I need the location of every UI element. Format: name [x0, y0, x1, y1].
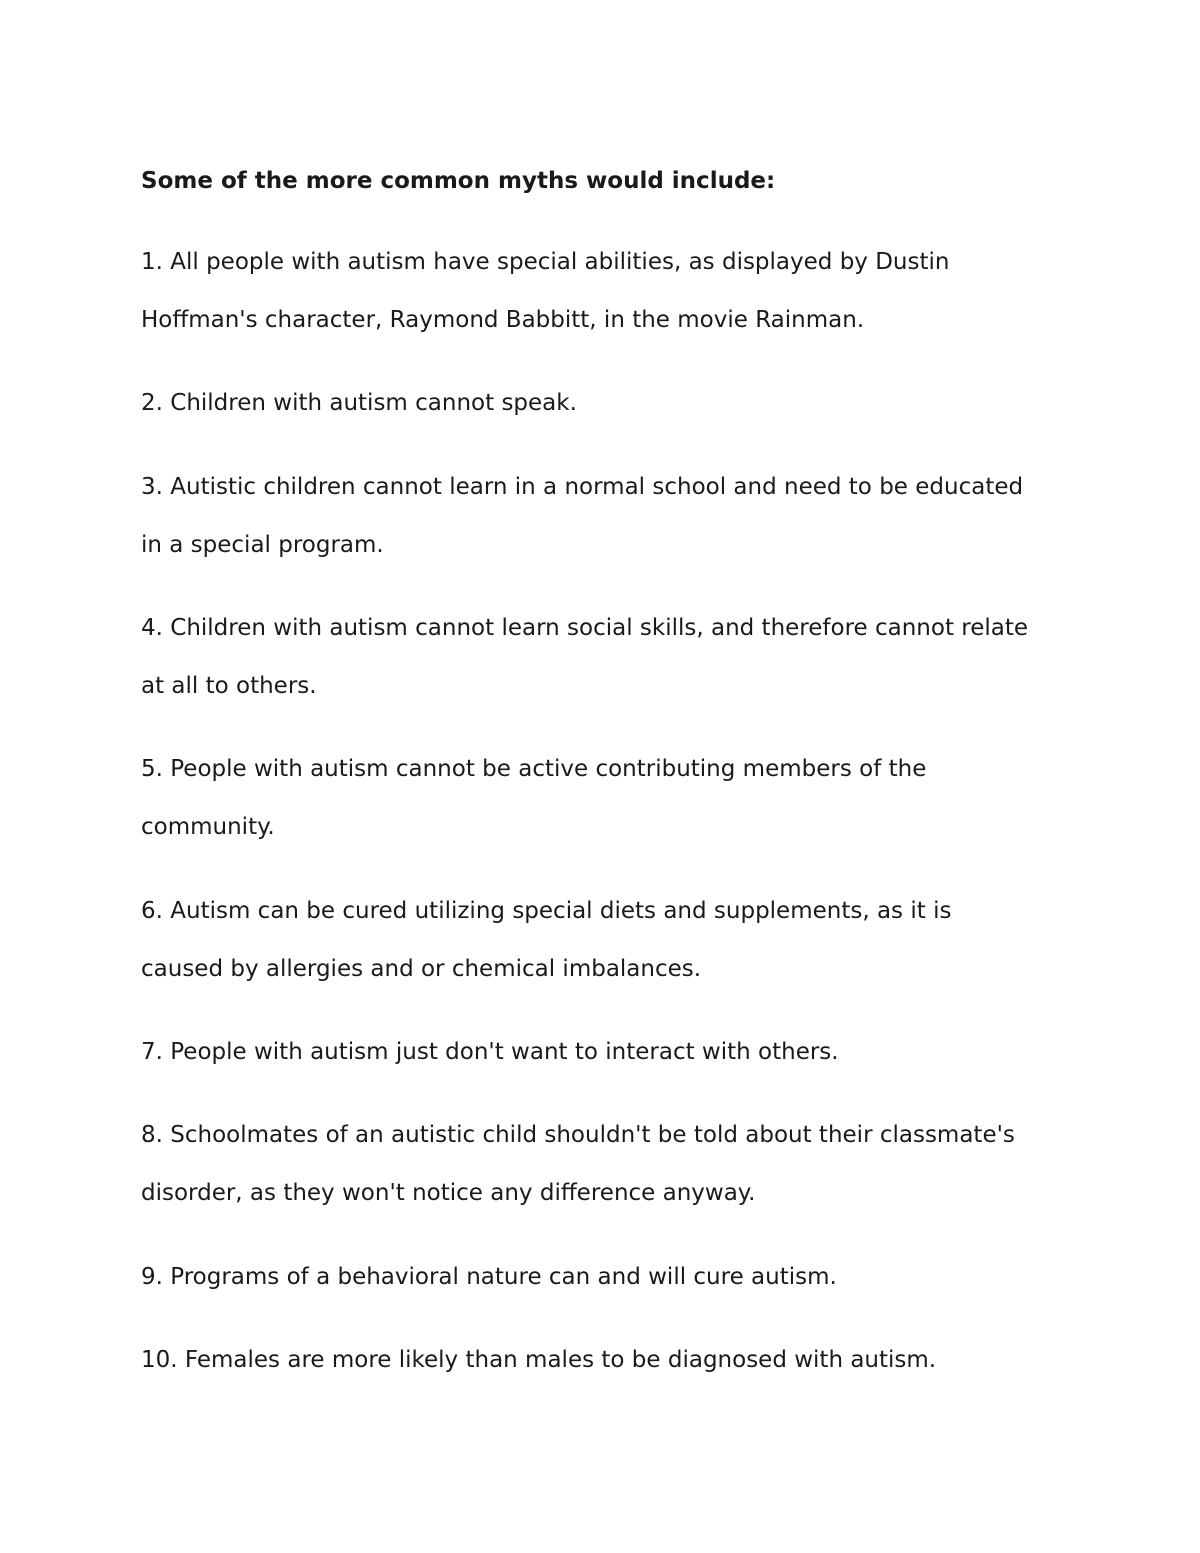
myth-item-9: [141, 1248, 1101, 1306]
myth-8-line-1: 8. Schoolmates of an autistic child shouldn't be told about their classmate's: [141, 1122, 1015, 1148]
myth-item-3: [141, 458, 1101, 574]
myth-4-line-1: 4. Children with autism cannot learn social skills, and therefore cannot relate: [141, 615, 1029, 641]
myth-1-line-1: 1. All people with autism have special abilities, as displayed by Dustin: [141, 249, 950, 275]
myth-6-line-1: 6. Autism can be cured utilizing special diets and supplements, as it is: [141, 898, 952, 924]
myth-item-4: [141, 599, 1101, 715]
myth-2-line-1: 2. Children with autism cannot speak.: [141, 390, 577, 416]
myth-6-line-2: caused by allergies and or chemical imbalances.: [141, 956, 702, 982]
myth-item-2: [141, 374, 1101, 432]
myth-item-6: [141, 882, 1101, 998]
myth-item-7: [141, 1023, 1101, 1081]
myth-item-5: [141, 740, 1101, 856]
myth-3-line-2: in a special program.: [141, 532, 384, 558]
document-heading: Some of the more common myths would include:: [141, 168, 776, 194]
myth-3-line-1: 3. Autistic children cannot learn in a normal school and need to be educated: [141, 474, 1024, 500]
myth-item-8: [141, 1106, 1101, 1222]
myth-8-line-2: disorder, as they won't notice any difference anyway.: [141, 1180, 756, 1206]
myth-5-line-2: community.: [141, 814, 275, 840]
myth-9-line-1: 9. Programs of a behavioral nature can and will cure autism.: [141, 1264, 837, 1290]
myth-item-10: [141, 1331, 1101, 1389]
myth-10-line-1: 10. Females are more likely than males to be diagnosed with autism.: [141, 1347, 937, 1373]
myth-1-line-2: Hoffman's character, Raymond Babbitt, in the movie Rainman.: [141, 307, 865, 333]
myth-5-line-1: 5. People with autism cannot be active contributing members of the: [141, 756, 927, 782]
myth-item-1: [141, 233, 1101, 349]
myth-4-line-2: at all to others.: [141, 673, 317, 699]
myth-7-line-1: 7. People with autism just don't want to interact with others.: [141, 1039, 839, 1065]
